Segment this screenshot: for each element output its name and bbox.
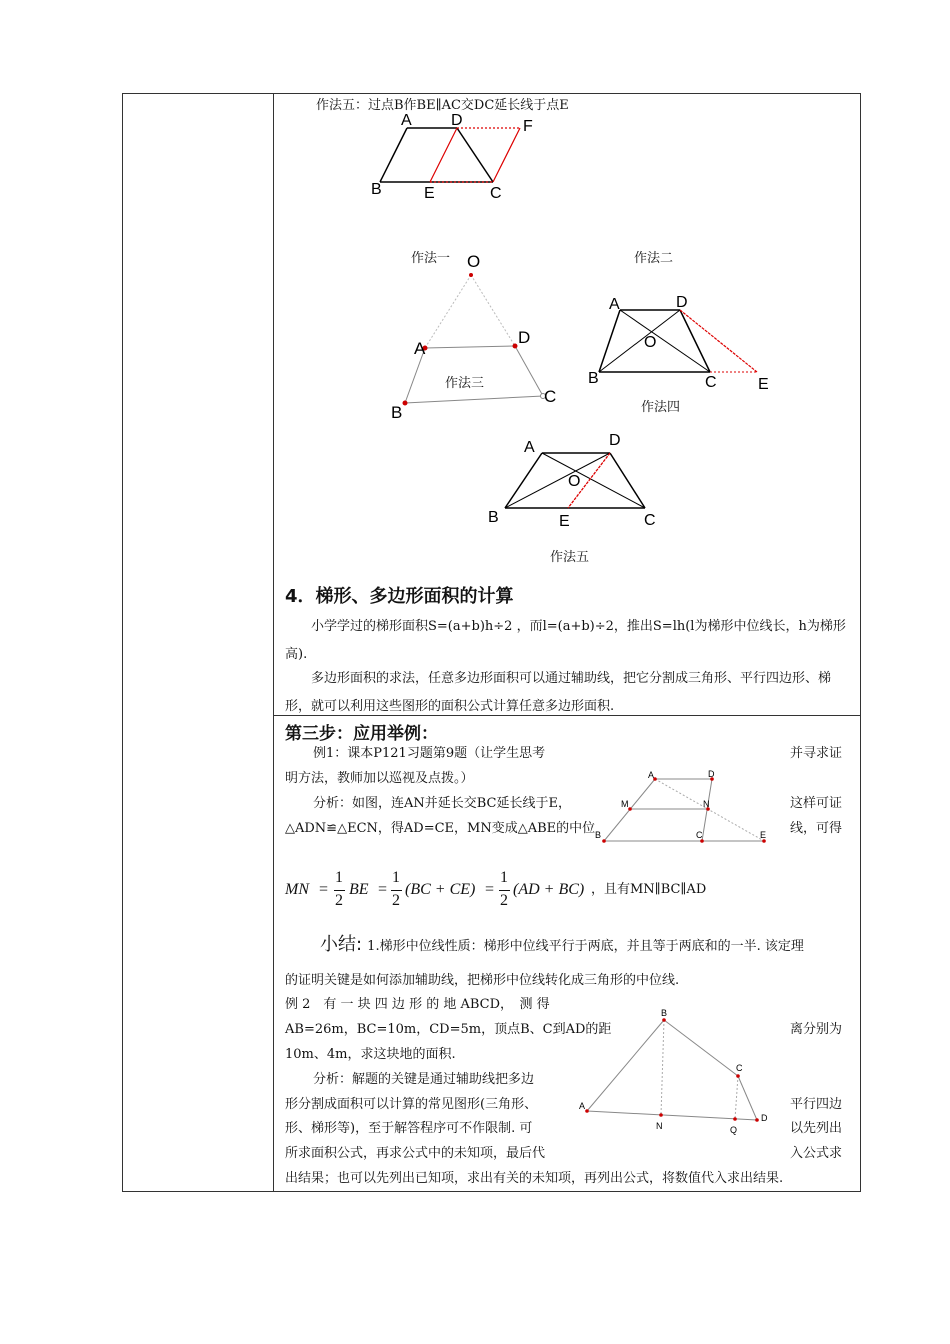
- label-A: A: [579, 1101, 586, 1111]
- formula-adbc: (AD + BC): [513, 881, 585, 898]
- formula-eq-3: =: [485, 881, 495, 898]
- ex1-analysis-1-right: 这样可证: [790, 796, 843, 811]
- figure-method5-trapezoid: [480, 428, 670, 533]
- summary-colon: :: [356, 934, 363, 955]
- figure-method1-triangle: [385, 250, 565, 425]
- label-Q: Q: [730, 1125, 738, 1135]
- label-C: C: [736, 1063, 743, 1073]
- ex2-analysis-1: 分析：解题的关键是通过辅助线把多边: [313, 1072, 535, 1087]
- label-N: N: [656, 1121, 663, 1131]
- label-O: O: [568, 473, 581, 490]
- label-C: C: [544, 387, 557, 406]
- section4-para1: 小学学过的梯形面积S=(a+b)h÷2 ，而l=(a+b)÷2，推出S=lh(l为梯形中位线长，h为梯形高).: [285, 619, 846, 662]
- ex1-line1-left: 例1：课本P121习题第9题（让学生思考: [313, 746, 546, 761]
- formula-bcce: (BC + CE): [405, 881, 476, 898]
- ex2-analysis-2-right: 平行四边: [790, 1097, 843, 1112]
- frac1-den: 2: [335, 892, 343, 909]
- frac1-num: 1: [335, 869, 343, 886]
- figure-example2-quadrilateral: [575, 1005, 775, 1140]
- ex2-analysis-5: 出结果；也可以先列出已知项，求出有关的未知项，再列出公式，将数值代入求出结果.: [285, 1171, 784, 1186]
- label-B: B: [488, 509, 499, 526]
- label-C: C: [644, 512, 656, 529]
- ex1-analysis-2-left: △ADN≌△ECN，得AD=CE，MN变成△ABE的中位: [285, 821, 596, 836]
- caption-method5: 作法五: [550, 550, 590, 565]
- ex2-analysis-3-left: 形、梯形等)，至于解答程序可不作限制. 可: [285, 1121, 533, 1136]
- label-D: D: [518, 328, 531, 347]
- frac1-bar: [334, 890, 345, 891]
- summary-line1: [320, 930, 855, 956]
- frac2-num: 1: [392, 869, 400, 886]
- label-D: D: [451, 112, 463, 129]
- label-D: D: [761, 1113, 768, 1123]
- ex2-analysis-3-right: 以先列出: [790, 1121, 843, 1136]
- label-C: C: [696, 830, 703, 840]
- label-D: D: [708, 769, 715, 779]
- label-B: B: [371, 181, 382, 198]
- label-N: N: [703, 799, 710, 809]
- ex1-line1-right: 并寻求证: [790, 746, 843, 761]
- frac3-den: 2: [500, 892, 508, 909]
- label-C: C: [490, 185, 502, 202]
- ex2-analysis-2-left: 形分割成面积可以计算的常见图形(三角形、: [285, 1097, 538, 1112]
- label-B: B: [391, 403, 403, 422]
- label-O: O: [467, 252, 481, 271]
- label-A: A: [401, 112, 412, 129]
- label-D: D: [609, 432, 621, 449]
- ex2-analysis-4-right: 入公式求: [790, 1146, 843, 1161]
- label-D: D: [676, 294, 688, 311]
- ex1-analysis-1-left: 分析：如图，连AN并延长交BC延长线于E，: [313, 796, 571, 811]
- ex2-analysis-4-left: 所求面积公式，再求公式中的未知项，最后代: [285, 1146, 546, 1161]
- frac2-den: 2: [392, 892, 400, 909]
- ex1-analysis-2-right: 线，可得: [790, 821, 843, 836]
- formula-eq-2: =: [378, 881, 388, 898]
- label-F: F: [523, 118, 533, 135]
- figure-example1-trapezoid: [590, 765, 780, 850]
- ex2-line1: 例 2 有 一 块 四 边 形 的 地 ABCD， 测 得: [285, 997, 550, 1012]
- ex2-line3: 10m、4m，求这块地的面积.: [285, 1047, 456, 1062]
- ex2-line2-left: AB=26m，BC=10m，CD=5m，顶点B、C到AD的距: [285, 1022, 612, 1037]
- label-E: E: [559, 513, 570, 530]
- method5-title: 作法五：过点B作BE∥AC交DC延长线于点E: [316, 98, 569, 113]
- label-B: B: [595, 830, 602, 840]
- label-B: B: [588, 370, 599, 387]
- label-A: A: [524, 439, 535, 456]
- label-E: E: [758, 376, 769, 393]
- frac3-bar: [499, 890, 510, 891]
- label-C: C: [705, 374, 717, 391]
- median-formula: [285, 869, 855, 912]
- summary-label: 小结: [320, 934, 356, 955]
- formula-be: BE: [349, 881, 369, 898]
- label-M: M: [621, 799, 629, 809]
- section4-heading: 4．梯形、多边形面积的计算: [285, 586, 514, 607]
- label-O: O: [644, 334, 657, 351]
- caption-method2: 作法二: [634, 251, 674, 266]
- step3-heading: 第三步：应用举例：: [285, 724, 438, 744]
- label-E: E: [424, 185, 435, 202]
- label-A: A: [414, 339, 426, 358]
- caption-method1: 作法一: [411, 251, 451, 266]
- formula-tail: ，且有MN∥BC∥AD: [591, 882, 707, 897]
- summary-text1: 1.梯形中位线性质：梯形中位线平行于两底，并且等于两底和的一半. 该定理: [367, 939, 804, 954]
- label-A: A: [648, 770, 655, 780]
- caption-method3: 作法三: [445, 376, 485, 391]
- label-B: B: [661, 1008, 668, 1018]
- label-E: E: [760, 830, 767, 840]
- figure-method5-parallelogram: [365, 110, 545, 205]
- frac2-bar: [391, 890, 402, 891]
- frac3-num: 1: [500, 869, 508, 886]
- label-A: A: [609, 296, 620, 313]
- formula-lhs: MN: [285, 881, 309, 898]
- column-divider: [273, 93, 274, 1191]
- section4-para2: 多边形面积的求法，任意多边形面积可以通过辅助线，把它分割成三角形、平行四边形、梯形，就可以利用这些图形的面积公式计算任意多边形面积.: [285, 671, 832, 714]
- caption-method4: 作法四: [641, 400, 681, 415]
- figure-method4-trapezoid: [585, 290, 775, 395]
- ex2-line2-right: 离分别为: [790, 1022, 843, 1037]
- ex1-line2: 明方法，教师加以巡视及点拨。）: [285, 771, 474, 786]
- formula-eq-1: =: [319, 881, 329, 898]
- summary-line2: 的证明关键是如何添加辅助线，把梯形中位线转化成三角形的中位线.: [285, 973, 680, 988]
